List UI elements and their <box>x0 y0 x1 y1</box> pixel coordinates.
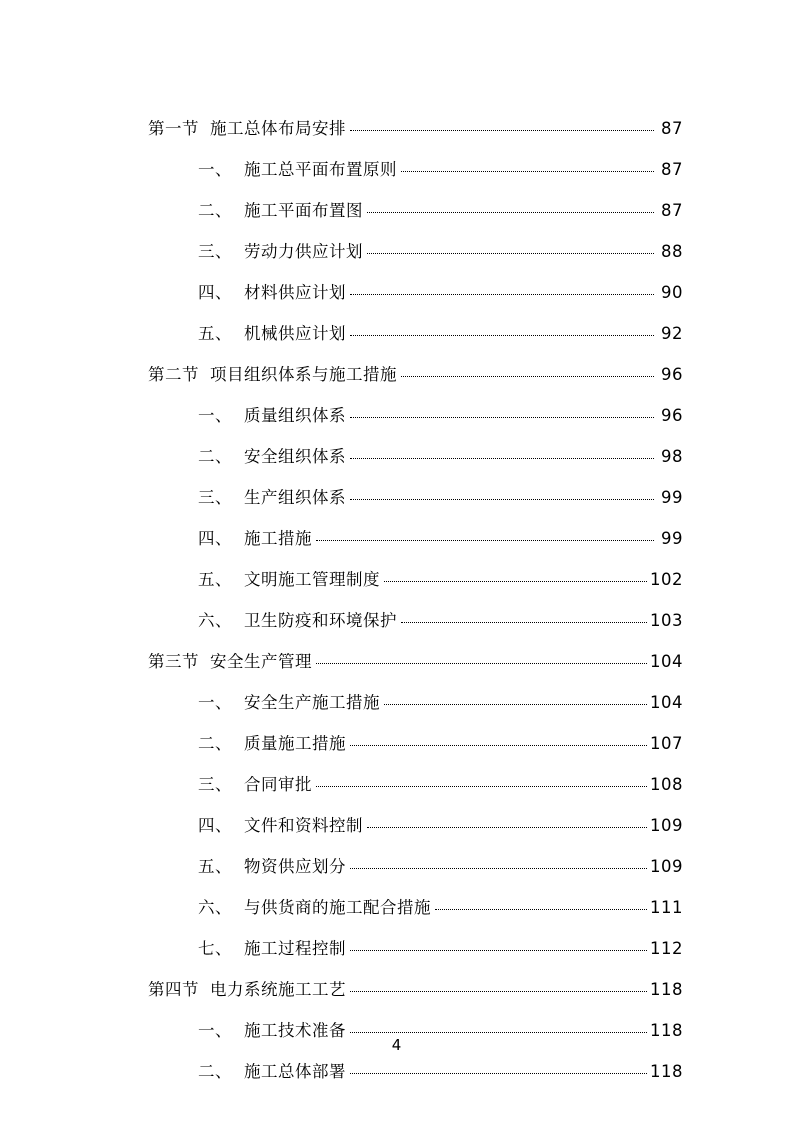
toc-entry-title: 材料供应计划 <box>244 282 346 302</box>
toc-entry-title: 质量组织体系 <box>244 405 346 425</box>
toc-leader-dots <box>316 663 647 664</box>
toc-entry-prefix: 二、 <box>198 733 232 753</box>
toc-entry-label <box>198 815 363 835</box>
toc-leader-dots <box>350 991 647 992</box>
toc-leader-dots <box>350 745 647 746</box>
toc-entry[interactable] <box>148 629 683 670</box>
toc-leader-dots <box>367 827 647 828</box>
toc-entry-label <box>198 487 346 507</box>
toc-entry[interactable] <box>148 916 683 957</box>
toc-entry-prefix: 四、 <box>198 815 232 835</box>
toc-entry-title: 生产组织体系 <box>244 487 346 507</box>
toc-entry-title: 与供货商的施工配合措施 <box>244 897 431 917</box>
toc-entry-title: 文明施工管理制度 <box>244 569 380 589</box>
toc-entry[interactable] <box>148 465 683 506</box>
toc-entry[interactable] <box>148 547 683 588</box>
toc-entry-title: 合同审批 <box>244 774 312 794</box>
toc-entry-label <box>198 405 346 425</box>
toc-entry[interactable] <box>148 137 683 178</box>
toc-entry-label <box>148 651 312 671</box>
toc-entry-prefix: 一、 <box>198 405 232 425</box>
toc-entry-label <box>198 856 346 876</box>
toc-entry-prefix: 七、 <box>198 938 232 958</box>
toc-entry-title: 安全组织体系 <box>244 446 346 466</box>
toc-entry-label <box>198 774 312 794</box>
toc-entry-prefix: 五、 <box>198 323 232 343</box>
toc-leader-dots <box>350 294 654 295</box>
toc-entry-label <box>198 528 312 548</box>
toc-entry-page: 96 <box>661 364 683 384</box>
toc-entry-prefix: 第四节 <box>148 979 199 999</box>
toc-entry-label <box>198 241 363 261</box>
toc-entry[interactable] <box>148 506 683 547</box>
toc-entry-prefix: 一、 <box>198 692 232 712</box>
toc-leader-dots <box>350 1073 647 1074</box>
toc-entry-page: 112 <box>650 938 683 958</box>
toc-entry-title: 文件和资料控制 <box>244 815 363 835</box>
toc-entry[interactable] <box>148 875 683 916</box>
page-number: 4 <box>391 1036 402 1054</box>
toc-leader-dots <box>350 868 647 869</box>
toc-entry-title: 机械供应计划 <box>244 323 346 343</box>
toc-leader-dots <box>350 950 647 951</box>
toc-entry-prefix: 三、 <box>198 487 232 507</box>
toc-entry-page: 96 <box>661 405 683 425</box>
toc-entry-prefix: 三、 <box>198 774 232 794</box>
toc-entry-prefix: 一、 <box>198 159 232 179</box>
toc-entry-label <box>198 938 346 958</box>
toc-entry[interactable] <box>148 219 683 260</box>
toc-leader-dots <box>384 581 647 582</box>
toc-entry-title: 施工平面布置图 <box>244 200 363 220</box>
toc-entry-label <box>148 979 346 999</box>
toc-entry-page: 87 <box>661 118 683 138</box>
toc-entry-title: 施工总体布局安排 <box>210 118 346 138</box>
toc-leader-dots <box>350 499 654 500</box>
toc-entry-title: 安全生产管理 <box>210 651 312 671</box>
toc-entry-prefix: 三、 <box>198 241 232 261</box>
toc-entry-page: 99 <box>661 487 683 507</box>
toc-entry-page: 118 <box>650 1061 683 1081</box>
toc-entry-label <box>198 610 397 630</box>
toc-leader-dots <box>384 704 647 705</box>
toc-entry-page: 90 <box>661 282 683 302</box>
toc-entry-title: 施工总体部署 <box>244 1061 346 1081</box>
toc-entry-title: 施工措施 <box>244 528 312 548</box>
toc-entry[interactable] <box>148 342 683 383</box>
toc-entry-title: 电力系统施工工艺 <box>210 979 346 999</box>
toc-entry-label <box>198 897 431 917</box>
toc-entry-page: 88 <box>661 241 683 261</box>
toc-entry[interactable] <box>148 834 683 875</box>
toc-entry[interactable] <box>148 670 683 711</box>
table-of-contents <box>148 96 683 1080</box>
toc-entry-label <box>148 364 397 384</box>
toc-entry-prefix: 六、 <box>198 897 232 917</box>
toc-entry-title: 项目组织体系与施工措施 <box>210 364 397 384</box>
toc-entry-prefix: 二、 <box>198 446 232 466</box>
toc-entry-label <box>198 159 397 179</box>
toc-entry-prefix: 一、 <box>198 1020 232 1040</box>
toc-entry-label <box>198 733 346 753</box>
toc-leader-dots <box>367 253 654 254</box>
toc-entry-prefix: 四、 <box>198 282 232 302</box>
toc-leader-dots <box>350 335 654 336</box>
toc-entry[interactable] <box>148 301 683 342</box>
toc-entry-page: 109 <box>650 815 683 835</box>
toc-entry-label <box>198 692 380 712</box>
toc-entry[interactable] <box>148 998 683 1039</box>
toc-entry-page: 107 <box>650 733 683 753</box>
toc-entry-page: 87 <box>661 159 683 179</box>
toc-entry[interactable] <box>148 711 683 752</box>
toc-entry-page: 109 <box>650 856 683 876</box>
toc-entry-prefix: 第三节 <box>148 651 199 671</box>
toc-entry-label <box>198 200 363 220</box>
toc-entry-title: 施工总平面布置原则 <box>244 159 397 179</box>
toc-entry-title: 劳动力供应计划 <box>244 241 363 261</box>
toc-leader-dots <box>316 786 647 787</box>
toc-entry-label <box>198 446 346 466</box>
toc-entry-page: 98 <box>661 446 683 466</box>
toc-entry-label <box>148 118 346 138</box>
toc-entry-page: 104 <box>650 651 683 671</box>
toc-entry-page: 102 <box>650 569 683 589</box>
toc-leader-dots <box>316 540 654 541</box>
toc-leader-dots <box>350 417 654 418</box>
toc-entry[interactable] <box>148 178 683 219</box>
toc-entry-prefix: 第一节 <box>148 118 199 138</box>
toc-entry-title: 质量施工措施 <box>244 733 346 753</box>
toc-entry-page: 118 <box>650 979 683 999</box>
toc-leader-dots <box>367 212 654 213</box>
toc-entry[interactable] <box>148 260 683 301</box>
toc-entry-title: 安全生产施工措施 <box>244 692 380 712</box>
toc-entry-prefix: 六、 <box>198 610 232 630</box>
toc-entry-title: 施工过程控制 <box>244 938 346 958</box>
toc-entry-prefix: 第二节 <box>148 364 199 384</box>
toc-entry-page: 99 <box>661 528 683 548</box>
toc-entry[interactable] <box>148 793 683 834</box>
toc-leader-dots <box>435 909 647 910</box>
toc-entry-label <box>198 569 380 589</box>
toc-leader-dots <box>401 622 647 623</box>
toc-leader-dots <box>350 1032 647 1033</box>
toc-leader-dots <box>350 130 654 131</box>
toc-entry[interactable] <box>148 588 683 629</box>
toc-entry-prefix: 四、 <box>198 528 232 548</box>
toc-entry-page: 87 <box>661 200 683 220</box>
toc-entry-title: 卫生防疫和环境保护 <box>244 610 397 630</box>
toc-entry-label <box>198 282 346 302</box>
toc-entry-title: 施工技术准备 <box>244 1020 346 1040</box>
toc-entry-label <box>198 323 346 343</box>
toc-leader-dots <box>401 376 654 377</box>
toc-entry-prefix: 二、 <box>198 200 232 220</box>
toc-entry-prefix: 五、 <box>198 856 232 876</box>
toc-entry[interactable] <box>148 383 683 424</box>
toc-entry[interactable] <box>148 96 683 137</box>
toc-entry-page: 111 <box>650 897 683 917</box>
toc-entry[interactable] <box>148 424 683 465</box>
toc-entry[interactable] <box>148 957 683 998</box>
toc-entry-page: 103 <box>650 610 683 630</box>
toc-leader-dots <box>350 458 654 459</box>
toc-entry-page: 104 <box>650 692 683 712</box>
toc-entry-page: 118 <box>650 1020 683 1040</box>
toc-entry-label <box>198 1061 346 1081</box>
toc-entry-prefix: 五、 <box>198 569 232 589</box>
toc-entry-prefix: 二、 <box>198 1061 232 1081</box>
toc-entry-title: 物资供应划分 <box>244 856 346 876</box>
toc-entry-page: 92 <box>661 323 683 343</box>
toc-leader-dots <box>401 171 654 172</box>
toc-entry-page: 108 <box>650 774 683 794</box>
toc-entry[interactable] <box>148 752 683 793</box>
